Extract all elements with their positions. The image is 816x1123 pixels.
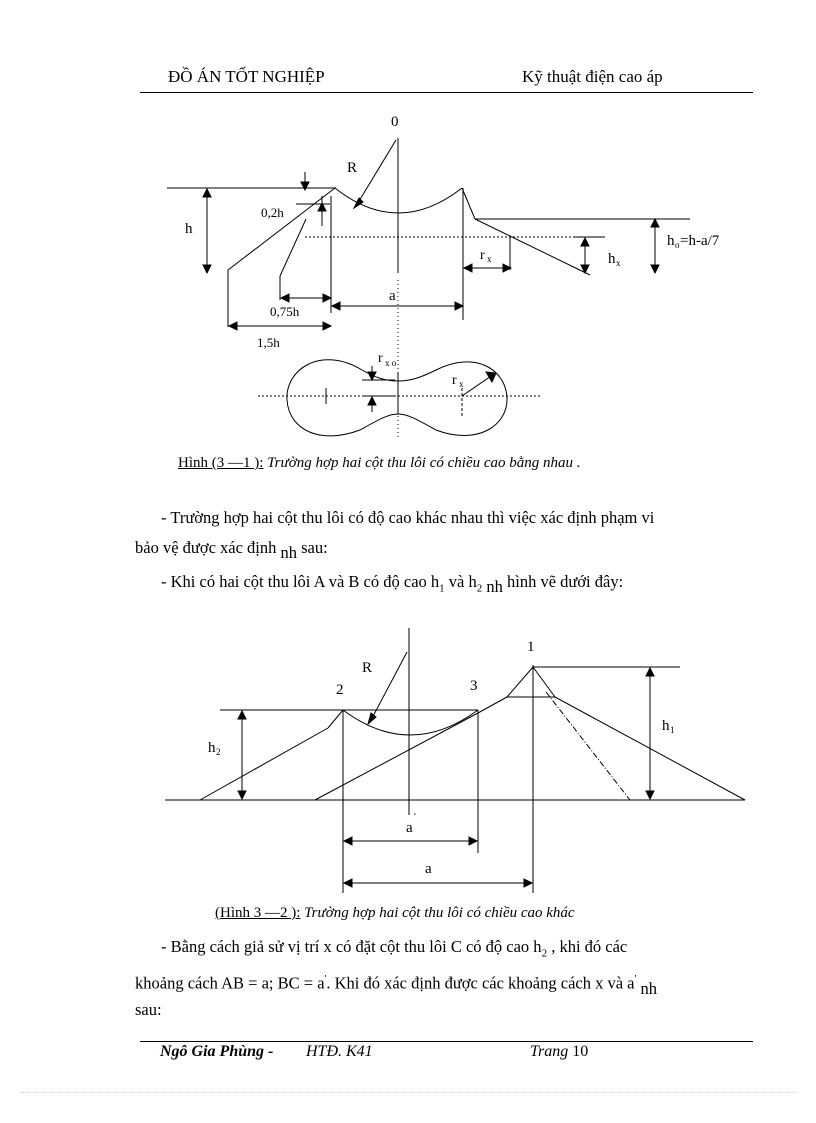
- fig1-label-075h: 0,75h: [270, 304, 300, 319]
- fig1-radius-line: [356, 140, 396, 206]
- fig2-label-3: 3: [470, 678, 478, 694]
- footer-author: Ngô Gia Phùng -: [160, 1043, 274, 1060]
- svg-text:a: a: [406, 820, 413, 836]
- svg-text:r: r: [378, 351, 383, 366]
- fig2-label-R: R: [362, 660, 373, 676]
- svg-text:h: h: [662, 718, 670, 734]
- page-bottom-dotted-border: [20, 1092, 796, 1093]
- fig1-label-R: R: [347, 160, 358, 176]
- paragraph-2: - Khi có hai cột thu lôi A và B có độ cao $h_1$ và $h_2$ nh hình vẽ dưới đây:: [161, 572, 624, 596]
- footer-rule: [140, 1041, 753, 1042]
- footer-page: Trang 10: [530, 1043, 589, 1060]
- paragraph-1-line-1: - Trường hợp hai cột thu lôi có độ cao khác nhau thì việc xác định phạm vi: [161, 508, 655, 527]
- svg-text:1: 1: [670, 725, 675, 735]
- figure-2-caption: (Hình 3 —2 ): Trường hợp hai cột thu lôi có chiều cao khác: [215, 905, 575, 921]
- fig1-label-a: a: [389, 288, 396, 304]
- fig2-protection-arc: [343, 710, 478, 735]
- header-subject: Kỹ thuật điện cao áp: [522, 67, 663, 86]
- svg-text:=h-a/7: =h-a/7: [680, 233, 720, 249]
- footer-class: HTĐ. K41: [306, 1043, 373, 1060]
- header-rule: [140, 92, 753, 93]
- svg-text:x o: x o: [385, 358, 397, 368]
- fig1-plan-view-outline: [287, 360, 507, 436]
- fig1-label-h: h: [185, 221, 193, 237]
- svg-text:2: 2: [216, 747, 221, 757]
- svg-text:a: a: [425, 861, 432, 877]
- figure-1-diagram: [0, 100, 816, 450]
- figure-1-caption: Hình (3 —1 ): Trường hợp hai cột thu lôi có chiều cao bằng nhau .: [178, 455, 581, 471]
- paragraph-3-line-3: sau:: [135, 1000, 162, 1019]
- svg-text:x: x: [616, 258, 621, 268]
- figure-2-diagram: [0, 615, 816, 900]
- svg-text:o: o: [675, 240, 680, 250]
- fig2-label-2: 2: [336, 682, 344, 698]
- paragraph-3-line-2: khoảng cách AB = a; BC = a'. Khi đó xác định được các khoảng cách x và a' nh: [135, 973, 657, 998]
- svg-text:r: r: [452, 373, 457, 388]
- svg-text:h: h: [608, 251, 616, 267]
- fig2-label-1: 1: [527, 639, 535, 655]
- svg-text:x: x: [459, 379, 464, 389]
- svg-text:r: r: [480, 248, 485, 263]
- svg-text:h: h: [667, 233, 675, 249]
- paragraph-3-line-1: - Bằng cách giả sử vị trí x có đặt cột thu lôi C có độ cao $h_2$ , khi đó các: [161, 937, 628, 960]
- fig1-label-15h: 1,5h: [257, 335, 280, 350]
- svg-text:x: x: [487, 254, 492, 264]
- fig1-label-02h: 0,2h: [261, 205, 284, 220]
- paragraph-1-line-2: bảo vệ được xác định nh sau:: [135, 538, 328, 562]
- svg-text:h: h: [208, 740, 216, 756]
- fig1-label-top: 0: [391, 114, 399, 130]
- header-title: ĐỒ ÁN TỐT NGHIỆP: [168, 67, 325, 86]
- svg-text:': ': [414, 812, 416, 823]
